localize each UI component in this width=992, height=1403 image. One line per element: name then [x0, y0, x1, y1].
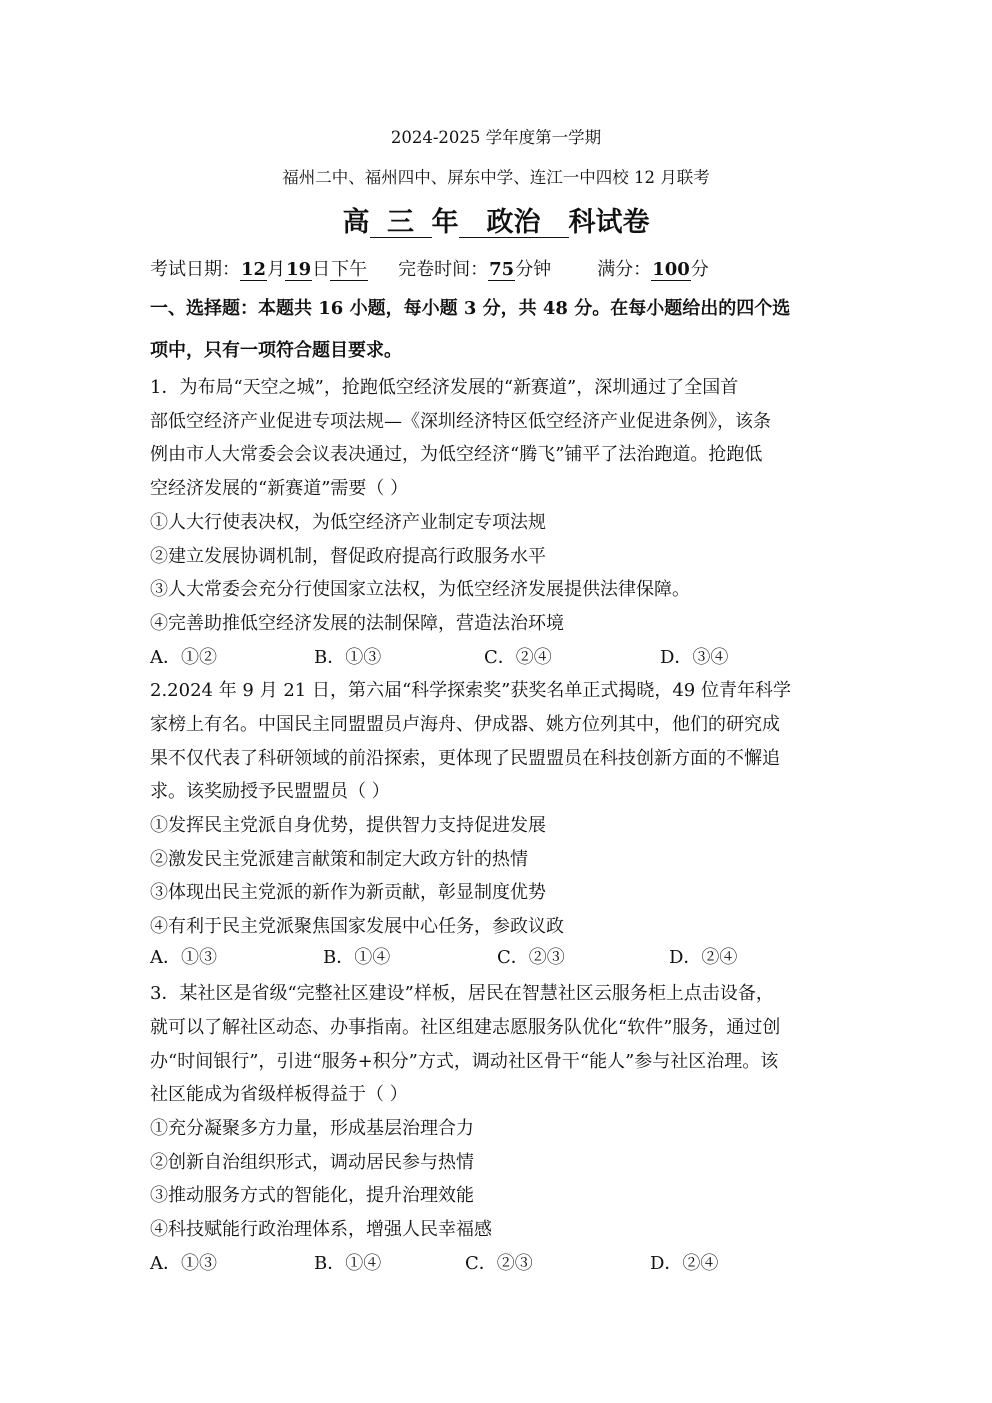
statement: ②建立发展协调机制，督促政府提高行政服务水平	[150, 546, 546, 567]
option-c: C．②④	[484, 647, 552, 668]
question-text-line: 果不仅代表了科研领域的前沿探索，更体现了民盟盟员在科技创新方面的不懈追	[150, 748, 780, 769]
statement: ③推动服务方式的智能化，提升治理效能	[150, 1185, 474, 1206]
day-unit: 日	[312, 259, 331, 280]
question-text-line: 部低空经济产业促进专项法规—《深圳经济特区低空经济产业促进条例》，该条	[150, 411, 771, 432]
question-text-line: 办“时间银行”，引进“服务+积分”方式，调动社区骨干“能人”参与社区治理。该	[150, 1051, 779, 1072]
question-text-line: 家榜上有名。中国民主同盟盟员卢海舟、伊成器、姚方位列其中，他们的研究成	[150, 714, 780, 735]
date-label: 考试日期：	[150, 259, 240, 280]
title-subject: 政治	[459, 209, 569, 238]
question-text-line: 1．为布局“天空之城”，抢跑低空经济发展的“新赛道”，深圳通过了全国首	[150, 377, 739, 398]
exam-score: 100	[652, 259, 690, 280]
exam-period: 下午	[331, 259, 368, 280]
option-d: D．③④	[660, 647, 729, 668]
title-part-2: 年	[431, 207, 459, 238]
statement: ③体现出民主党派的新作为新贡献，彰显制度优势	[150, 882, 546, 903]
schools-line: 福州二中、福州四中、屏东中学、连江一中四校 12 月联考	[282, 168, 710, 187]
score-label: 满分：	[597, 259, 652, 280]
question-text-line: 例由市人大常委会会议表决通过，为低空经济“腾飞”铺平了法治跑道。抢跑低	[150, 444, 763, 465]
question-text-line: 3．某社区是省级“完整社区建设”样板，居民在智慧社区云服务柜上点击设备，	[150, 983, 774, 1004]
option-c: C．②③	[497, 947, 565, 968]
statement: ②创新自治组织形式，调动居民参与热情	[150, 1152, 474, 1173]
page-title	[0, 206, 992, 240]
option-a: A．①②	[150, 647, 217, 668]
statement: ①人大行使表决权，为低空经济产业制定专项法规	[150, 512, 546, 533]
statement: ③人大常委会充分行使国家立法权，为低空经济发展提供法律保障。	[150, 579, 690, 600]
option-b: B．①④	[323, 947, 391, 968]
section-heading-line-2: 项中，只有一项符合题目要求。	[150, 340, 402, 361]
statement: ④完善助推低空经济发展的法制保障，营造法治环境	[150, 613, 564, 634]
exam-minutes: 75	[489, 259, 515, 280]
statement: ④科技赋能行政治理体系，增强人民幸福感	[150, 1219, 492, 1240]
statement: ②激发民主党派建言献策和制定大政方针的热情	[150, 849, 528, 870]
option-b: B．①③	[314, 647, 382, 668]
exam-month: 12	[241, 259, 267, 280]
option-c: C．②③	[465, 1253, 533, 1274]
score-unit: 分	[690, 259, 709, 280]
option-a: A．①③	[150, 947, 217, 968]
title-grade: 三	[370, 209, 432, 238]
academic-year-line: 2024-2025 学年度第一学期	[390, 128, 602, 147]
time-label: 完卷时间：	[398, 259, 489, 280]
option-d: D．②④	[650, 1253, 719, 1274]
exam-day: 19	[286, 259, 312, 280]
statement: ①发挥民主党派自身优势，提供智力支持促进发展	[150, 815, 546, 836]
question-text-line: 2.2024 年 9 月 21 日，第六届“科学探索奖”获奖名单正式揭晓，49 位青年科学	[150, 680, 791, 701]
question-text-line: 空经济发展的“新赛道”需要（ ）	[150, 478, 409, 499]
title-part-1: 高	[342, 207, 370, 238]
statement: ④有利于民主党派聚焦国家发展中心任务，参政议政	[150, 916, 564, 937]
minutes-unit: 分钟	[515, 259, 552, 280]
question-text-line: 就可以了解社区动态、办事指南。社区组建志愿服务队优化“软件”服务，通过创	[150, 1017, 781, 1038]
title-part-3: 科试卷	[568, 207, 650, 238]
section-heading-line-1: 一、选择题：本题共 16 小题，每小题 3 分，共 48 分。在每小题给出的四个选	[150, 298, 791, 319]
month-unit: 月	[267, 259, 286, 280]
statement: ①充分凝聚多方力量，形成基层治理合力	[150, 1118, 474, 1139]
exam-info	[150, 258, 709, 282]
option-d: D．②④	[669, 947, 738, 968]
option-a: A．①③	[150, 1253, 217, 1274]
option-b: B．①④	[314, 1253, 382, 1274]
question-text-line: 求。该奖励授予民盟盟员（ ）	[150, 781, 390, 802]
question-text-line: 社区能成为省级样板得益于（ ）	[150, 1084, 408, 1105]
